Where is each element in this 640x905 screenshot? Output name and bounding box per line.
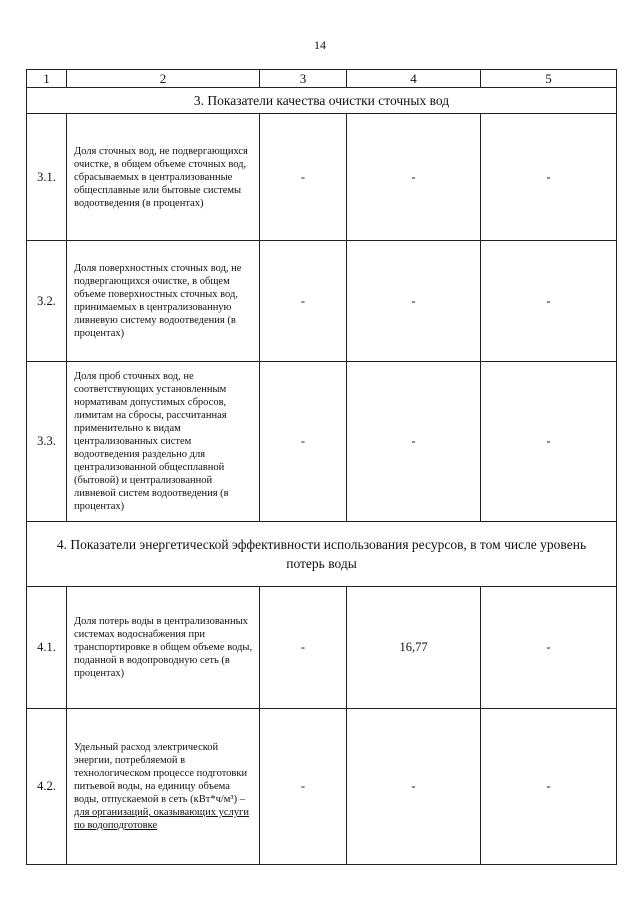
column-header-4: 4 bbox=[347, 70, 481, 88]
section-3-title: 3. Показатели качества очистки сточных вод bbox=[27, 88, 617, 114]
row-value-col5: - bbox=[481, 362, 617, 522]
row-value-col5: - bbox=[481, 587, 617, 709]
column-header-2: 2 bbox=[67, 70, 260, 88]
row-value-col4: 16,77 bbox=[347, 587, 481, 709]
row-number: 4.1. bbox=[27, 587, 67, 709]
row-value-col4: - bbox=[347, 114, 481, 241]
row-value-col3: - bbox=[260, 241, 347, 362]
row-value-col3: - bbox=[260, 587, 347, 709]
row-number: 3.3. bbox=[27, 362, 67, 522]
row-description: Доля проб сточных вод, не соответствующих установленным нормативам допустимых сбросов, лимитам на сбросы, рассчитанная применительно к видам централизованных систем водоотведения раздельно для централизованной общесплавной (бытовой) и централизованной ливневой систем водоотведения (в процентах) bbox=[67, 362, 260, 522]
row-description-main: Удельный расход электрической энергии, потребляемой в технологическом процессе подготовки питьевой воды, на единицу объема воды, отпускаемой в сеть (кВт*ч/м³) – bbox=[74, 742, 248, 805]
row-number: 3.2. bbox=[27, 241, 67, 362]
row-value-col3: - bbox=[260, 114, 347, 241]
table-row bbox=[27, 362, 617, 522]
row-value-col4: - bbox=[347, 241, 481, 362]
column-number-row bbox=[27, 70, 617, 88]
row-value-col4: - bbox=[347, 362, 481, 522]
table-row bbox=[27, 114, 617, 241]
row-value-col3: - bbox=[260, 709, 347, 865]
table-row bbox=[27, 241, 617, 362]
page-number: 14 bbox=[314, 38, 326, 52]
row-value-col3: - bbox=[260, 362, 347, 522]
table-row bbox=[27, 709, 617, 865]
row-number: 4.2. bbox=[27, 709, 67, 865]
section-4-title: 4. Показатели энергетической эффективности использования ресурсов, в том числе уровень потерь воды bbox=[27, 522, 617, 587]
row-value-col5: - bbox=[481, 709, 617, 865]
column-header-5: 5 bbox=[481, 70, 617, 88]
row-description: Доля потерь воды в централизованных системах водоснабжения при транспортировке в общем объеме воды, поданной в водопроводную сеть (в процентах) bbox=[67, 587, 260, 709]
table-row bbox=[27, 587, 617, 709]
row-description: Доля сточных вод, не подвергающихся очистке, в общем объеме сточных вод, сбрасываемых в централизованные общесплавные или бытовые системы водоотведения (в процентах) bbox=[67, 114, 260, 241]
indicators-table bbox=[26, 69, 617, 865]
row-value-col5: - bbox=[481, 241, 617, 362]
row-description: Доля поверхностных сточных вод, не подвергающихся очистке, в общем объеме поверхностных сточных вод, принимаемых в централизованную ливневую систему водоотведения (в процентах) bbox=[67, 241, 260, 362]
row-value-col5: - bbox=[481, 114, 617, 241]
row-number: 3.1. bbox=[27, 114, 67, 241]
row-description bbox=[67, 709, 260, 865]
section-3-row bbox=[27, 88, 617, 114]
column-header-3: 3 bbox=[260, 70, 347, 88]
column-header-1: 1 bbox=[27, 70, 67, 88]
row-description-underlined: для организаций, оказывающих услуги по водоподготовке bbox=[74, 807, 249, 831]
section-4-row bbox=[27, 522, 617, 587]
row-value-col4: - bbox=[347, 709, 481, 865]
